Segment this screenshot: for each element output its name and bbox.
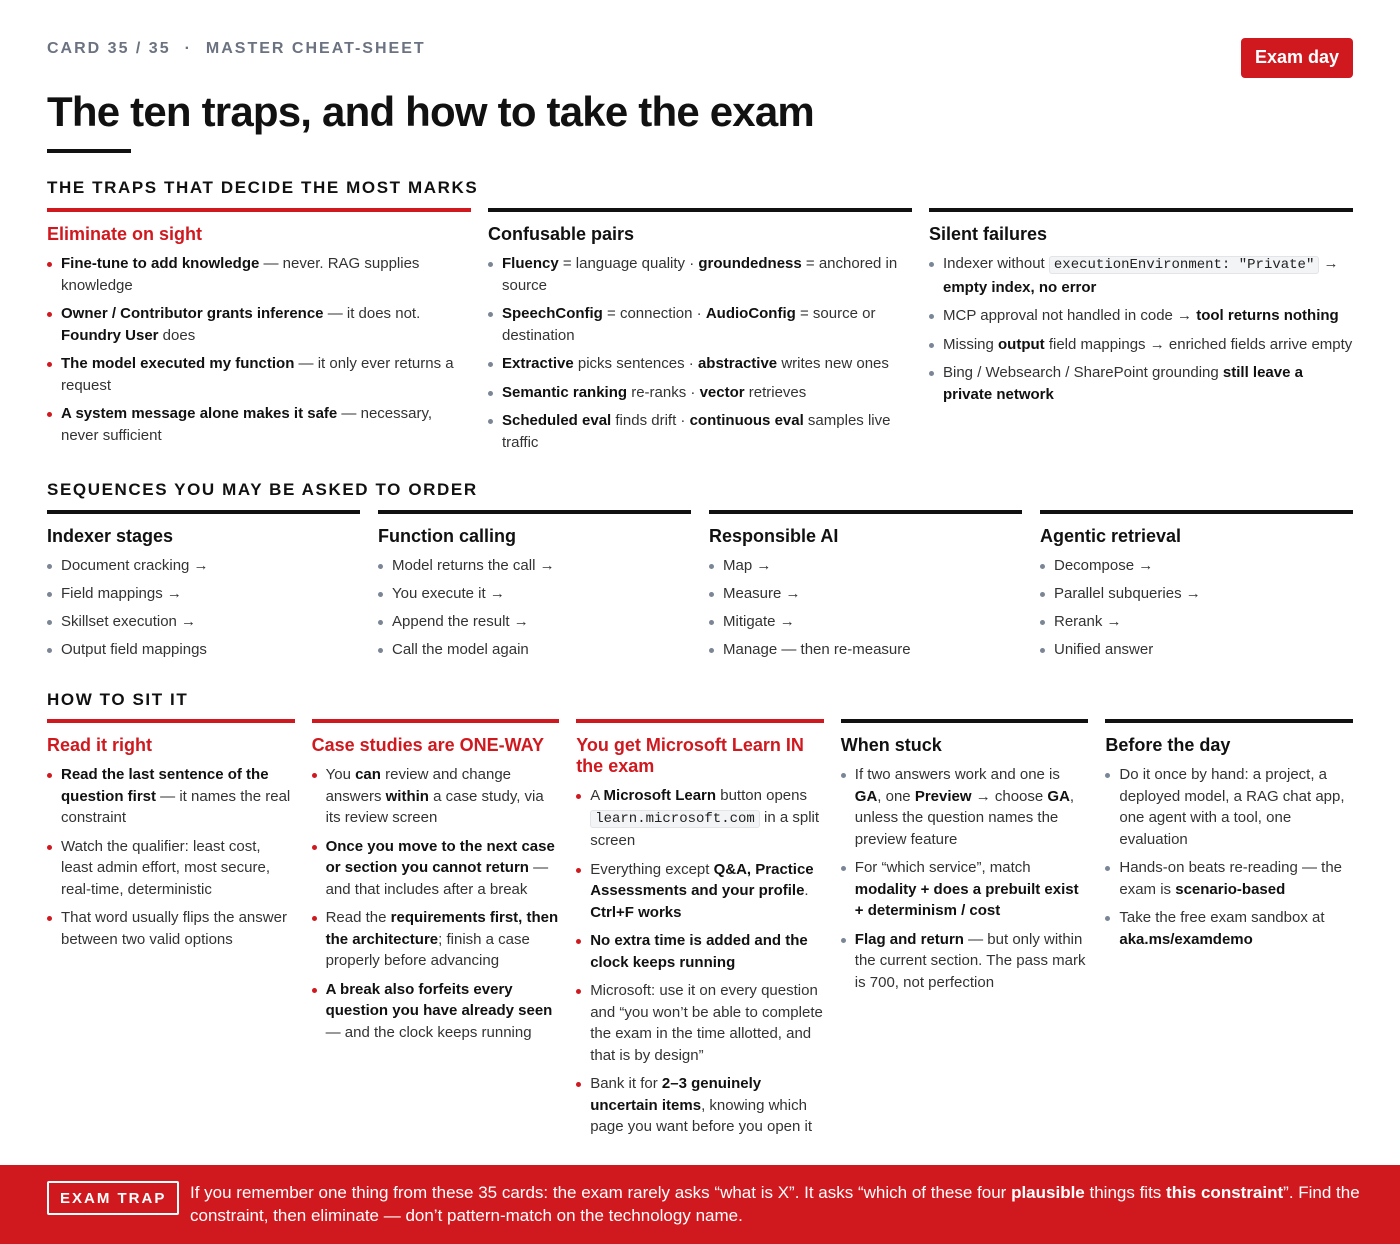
list-item: A break also forfeits every question you have already seen — and the clock keeps running bbox=[312, 979, 560, 1044]
before-the-day-column bbox=[1105, 719, 1353, 1145]
eliminate-column bbox=[47, 208, 471, 460]
card-eyebrow bbox=[47, 40, 426, 58]
list-item: Indexer without executionEnvironment: "Private" → empty index, no error bbox=[929, 253, 1353, 298]
list-item: You can review and change answers within a case study, via its review screen bbox=[312, 764, 560, 829]
case-studies-column bbox=[312, 719, 560, 1145]
traps-heading: THE TRAPS THAT DECIDE THE MOST MARKS bbox=[47, 178, 479, 197]
list-item: Bing / Websearch / SharePoint grounding still leave a private network bbox=[929, 362, 1353, 405]
list-item: The model executed my function — it only ever returns a request bbox=[47, 353, 471, 396]
indexer-stages-title: Indexer stages bbox=[47, 526, 174, 546]
list-item: MCP approval not handled in code → tool returns nothing bbox=[929, 305, 1353, 327]
how-to-sit-heading: HOW TO SIT IT bbox=[47, 690, 189, 709]
list-item: Map → bbox=[709, 555, 1022, 577]
silent-failures-title: Silent failures bbox=[929, 224, 1048, 244]
list-item: Everything except Q&A, Practice Assessments and your profile. Ctrl+F works bbox=[576, 859, 824, 924]
list-item: You execute it → bbox=[378, 583, 691, 605]
list-item: Fine-tune to add knowledge — never. RAG supplies knowledge bbox=[47, 253, 471, 296]
confusable-pairs-column bbox=[488, 208, 912, 460]
exam-trap-text: If you remember one thing from these 35 cards: the exam rarely asks “what is X”. It asks “which of these four plausible things fits this constraint”. Find the constraint, then eliminate — don’t pattern-match on the technology name. bbox=[190, 1183, 1360, 1225]
sequences-heading: SEQUENCES YOU MAY BE ASKED TO ORDER bbox=[47, 480, 478, 499]
responsible-ai-title: Responsible AI bbox=[709, 526, 839, 546]
list-item: Flag and return — but only within the current section. The pass mark is 700, not perfection bbox=[841, 929, 1089, 994]
list-item: Append the result → bbox=[378, 611, 691, 633]
indexer-stages-column bbox=[47, 510, 360, 667]
list-item: Manage — then re-measure bbox=[709, 639, 1022, 661]
list-item: That word usually flips the answer between two valid options bbox=[47, 907, 295, 950]
list-item: Mitigate → bbox=[709, 611, 1022, 633]
list-item: Fluency = language quality · groundedness = anchored in source bbox=[488, 253, 912, 296]
agentic-retrieval-column bbox=[1040, 510, 1353, 667]
list-item: Owner / Contributor grants inference — it does not. Foundry User does bbox=[47, 303, 471, 346]
list-item: Bank it for 2–3 genuinely uncertain items, knowing which page you want before you open it bbox=[576, 1073, 824, 1138]
confusable-pairs-title: Confusable pairs bbox=[488, 224, 635, 244]
microsoft-learn-column bbox=[576, 719, 824, 1145]
list-item: Microsoft: use it on every question and “you won’t be able to complete the exam in the time allotted, and that is by design” bbox=[576, 980, 824, 1066]
list-item: Measure → bbox=[709, 583, 1022, 605]
agentic-retrieval-title: Agentic retrieval bbox=[1040, 526, 1182, 546]
list-item: Scheduled eval finds drift · continuous eval samples live traffic bbox=[488, 410, 912, 453]
list-item: Document cracking → bbox=[47, 555, 360, 577]
list-item: Do it once by hand: a project, a deployed model, a RAG chat app, one agent with a tool, one evaluation bbox=[1105, 764, 1353, 850]
how-to-sit-row bbox=[47, 719, 1353, 1145]
list-item: Read the requirements first, then the architecture; finish a case properly before advancing bbox=[312, 907, 560, 972]
before-the-day-title: Before the day bbox=[1105, 735, 1231, 755]
card-number: CARD 35 / 35 bbox=[47, 40, 171, 57]
list-item: Output field mappings bbox=[47, 639, 360, 661]
microsoft-learn-title: You get Microsoft Learn IN the exam bbox=[576, 735, 804, 776]
list-item: SpeechConfig = connection · AudioConfig = source or destination bbox=[488, 303, 912, 346]
list-item: If two answers work and one is GA, one Preview → choose GA, unless the question names the preview feature bbox=[841, 764, 1089, 850]
exam-trap-tag: EXAM TRAP bbox=[47, 1181, 179, 1215]
sheet-label: MASTER CHEAT-SHEET bbox=[205, 40, 426, 57]
title-underline bbox=[47, 149, 131, 153]
when-stuck-column bbox=[841, 719, 1089, 1145]
list-item: Parallel subqueries → bbox=[1040, 583, 1353, 605]
silent-failures-list bbox=[929, 253, 1353, 405]
list-item: For “which service”, match modality + does a prebuilt exist + determinism / cost bbox=[841, 857, 1089, 922]
eyebrow-separator: · bbox=[184, 40, 192, 57]
eliminate-list bbox=[47, 253, 471, 446]
read-it-right-column bbox=[47, 719, 295, 1145]
case-studies-title: Case studies are ONE-WAY bbox=[311, 735, 545, 755]
list-item: Hands-on beats re-reading — the exam is scenario-based bbox=[1105, 857, 1353, 900]
list-item: Unified answer bbox=[1040, 639, 1353, 661]
list-item: Missing output field mappings → enriched fields arrive empty bbox=[929, 334, 1353, 356]
when-stuck-title: When stuck bbox=[840, 735, 942, 755]
list-item: Call the model again bbox=[378, 639, 691, 661]
list-item: No extra time is added and the clock keeps running bbox=[576, 930, 824, 973]
silent-failures-column bbox=[929, 208, 1353, 460]
list-item: Once you move to the next case or section you cannot return — and that includes after a break bbox=[312, 836, 560, 901]
list-item: Skillset execution → bbox=[47, 611, 360, 633]
function-calling-column bbox=[378, 510, 691, 667]
list-item: Read the last sentence of the question first — it names the real constraint bbox=[47, 764, 295, 829]
confusable-pairs-list bbox=[488, 253, 912, 453]
list-item: Take the free exam sandbox at aka.ms/examdemo bbox=[1105, 907, 1353, 950]
list-item: A system message alone makes it safe — necessary, never sufficient bbox=[47, 403, 471, 446]
page-title: The ten traps, and how to take the exam bbox=[47, 88, 814, 135]
responsible-ai-column bbox=[709, 510, 1022, 667]
list-item: A Microsoft Learn button opens learn.microsoft.com in a split screen bbox=[576, 785, 824, 852]
list-item: Rerank → bbox=[1040, 611, 1353, 633]
code-snippet: executionEnvironment: "Private" bbox=[1049, 256, 1319, 274]
exam-trap-banner bbox=[0, 1165, 1400, 1244]
code-snippet: learn.microsoft.com bbox=[590, 810, 760, 828]
exam-day-badge: Exam day bbox=[1241, 38, 1353, 78]
function-calling-title: Function calling bbox=[378, 526, 516, 546]
read-it-right-title: Read it right bbox=[47, 735, 153, 755]
list-item: Watch the qualifier: least cost, least admin effort, most secure, real-time, deterministic bbox=[47, 836, 295, 901]
list-item: Field mappings → bbox=[47, 583, 360, 605]
list-item: Semantic ranking re-ranks · vector retrieves bbox=[488, 382, 912, 404]
list-item: Decompose → bbox=[1040, 555, 1353, 577]
list-item: Extractive picks sentences · abstractive writes new ones bbox=[488, 353, 912, 375]
eliminate-title: Eliminate on sight bbox=[47, 224, 203, 244]
traps-row bbox=[47, 208, 1353, 460]
sequences-row bbox=[47, 510, 1353, 667]
list-item: Model returns the call → bbox=[378, 555, 691, 577]
